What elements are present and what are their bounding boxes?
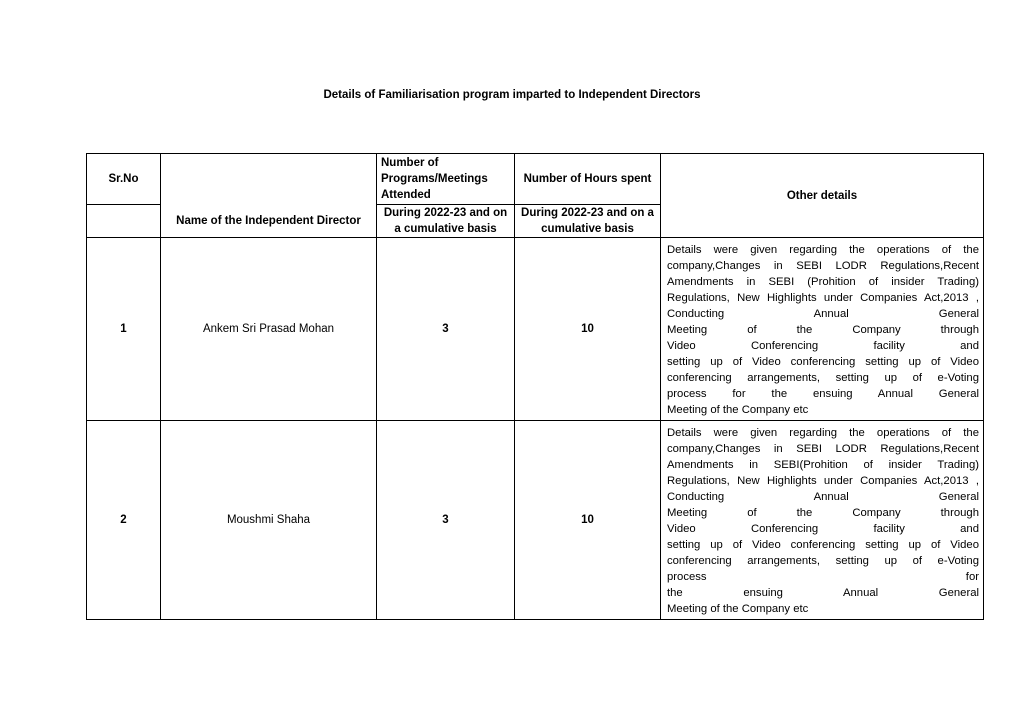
row-director-name: Ankem Sri Prasad Mohan <box>161 238 377 421</box>
row-sr-no: 1 <box>87 238 161 421</box>
row-programs-count: 3 <box>377 421 515 620</box>
header-hours: Number of Hours spent <box>515 154 661 205</box>
header-row <box>87 154 984 205</box>
details-line: process for the ensuing Annual General <box>667 388 979 400</box>
header-programs-sub: During 2022-23 and on a cumulative basis <box>377 205 515 238</box>
details-line: Meeting of the Company etc <box>667 603 809 615</box>
row-programs-count: 3 <box>377 238 515 421</box>
table-row <box>87 238 984 421</box>
details-line: Regulations, New Highlights under Companies Act,2013 , <box>667 292 979 304</box>
header-name-spacer <box>161 154 377 205</box>
details-line: Meeting of the Company etc <box>667 404 809 416</box>
details-line: setting up of Video conferencing setting up of Video <box>667 356 979 368</box>
details-line: Details were given regarding the operations of the <box>667 244 979 256</box>
details-line: company,Changes in SEBI LODR Regulations,Recent <box>667 443 979 455</box>
row-director-name: Moushmi Shaha <box>161 421 377 620</box>
details-line: the ensuing Annual General <box>667 587 979 599</box>
details-line: Amendments in SEBI (Prohition of insider Trading) <box>667 276 979 288</box>
details-line: Meeting of the Company through <box>667 507 979 519</box>
details-line: conferencing arrangements, setting up of e-Voting <box>667 555 979 567</box>
details-line: Video Conferencing facility and <box>667 523 979 535</box>
header-name: Name of the Independent Director <box>161 205 377 238</box>
header-hours-sub: During 2022-23 and on a cumulative basis <box>515 205 661 238</box>
details-line: Meeting of the Company through <box>667 324 979 336</box>
details-line: Conducting Annual General <box>667 308 979 320</box>
row-other-details <box>661 238 984 421</box>
header-other-details: Other details <box>661 154 984 238</box>
details-line: Video Conferencing facility and <box>667 340 979 352</box>
row-sr-no: 2 <box>87 421 161 620</box>
document-title: Details of Familiarisation program imparted to Independent Directors <box>323 89 701 101</box>
details-line: Amendments in SEBI(Prohition of insider Trading) <box>667 459 979 471</box>
familiarisation-table <box>86 153 984 620</box>
row-hours-count: 10 <box>515 238 661 421</box>
header-programs: Number of Programs/Meetings Attended <box>377 154 515 205</box>
row-hours-count: 10 <box>515 421 661 620</box>
details-line: company,Changes in SEBI LODR Regulations,Recent <box>667 260 979 272</box>
details-line: Details were given regarding the operations of the <box>667 427 979 439</box>
details-line: Conducting Annual General <box>667 491 979 503</box>
details-line: Regulations, New Highlights under Companies Act,2013 , <box>667 475 979 487</box>
header-sr-no: Sr.No <box>87 154 161 205</box>
row-other-details <box>661 421 984 620</box>
header-sr-no-spacer <box>87 205 161 238</box>
details-line: conferencing arrangements, setting up of e-Voting <box>667 372 979 384</box>
details-line: process for <box>667 571 979 583</box>
details-line: setting up of Video conferencing setting up of Video <box>667 539 979 551</box>
table-row <box>87 421 984 620</box>
